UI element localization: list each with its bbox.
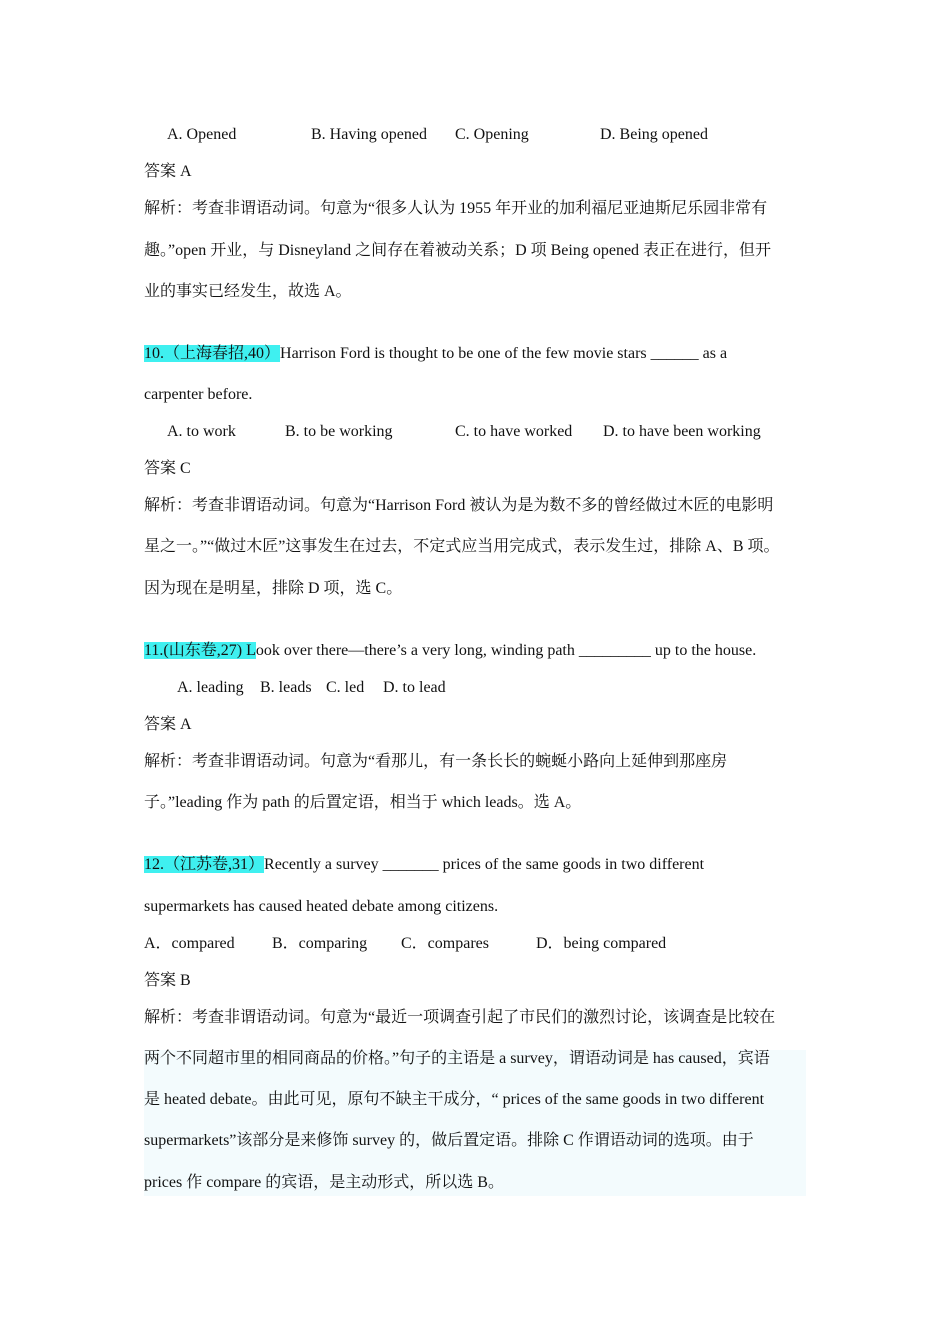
q11-option-b: B. leads bbox=[260, 679, 312, 696]
q12-option-c: C．compares bbox=[401, 935, 489, 952]
q10-answer: 答案 C bbox=[144, 460, 191, 477]
q10-option-d: D. to have been working bbox=[603, 423, 761, 440]
q9-analysis-line-2: 趣。”open 开业，与 Disneyland 之间存在着被动关系；D 项 Being opened 表正在进行，但开 bbox=[144, 242, 772, 259]
q12-analysis-line-4: supermarkets”该部分是来修饰 survey 的，做后置定语。排除 C 作谓语动词的选项。由于 bbox=[144, 1132, 754, 1149]
q11-option-c: C. led bbox=[326, 679, 365, 696]
q11-option-d: D. to lead bbox=[383, 679, 446, 696]
q12-stem-line-2: supermarkets has caused heated debate among citizens. bbox=[144, 898, 499, 915]
q9-analysis-line-3: 业的事实已经发生，故选 A。 bbox=[144, 283, 352, 300]
q9-option-d: D. Being opened bbox=[600, 126, 708, 143]
q10-option-b: B. to be working bbox=[285, 423, 393, 440]
q9-answer: 答案 A bbox=[144, 163, 192, 180]
q11-stem-text: ook over there—there’s a very long, winding path _________ up to the house. bbox=[255, 642, 757, 659]
q11-analysis-line-2: 子。”leading 作为 path 的后置定语，相当于 which leads。选 A。 bbox=[144, 794, 582, 811]
q10-tag: 10.（上海春招,40） bbox=[144, 345, 281, 362]
q12-analysis-line-3: 是 heated debate。由此可见，原句不缺主干成分，“ prices of the same goods in two different bbox=[144, 1091, 765, 1108]
q11-tag: 11.(山东卷,27) L bbox=[144, 642, 256, 659]
q12-tag: 12.（江苏卷,31） bbox=[144, 856, 265, 873]
q9-analysis-line-1: 解析：考查非谓语动词。句意为“很多人认为 1955 年开业的加利福尼亚迪斯尼乐园非常有 bbox=[144, 200, 768, 217]
q12-analysis-line-2: 两个不同超市里的相同商品的价格。”句子的主语是 a survey，谓语动词是 has caused，宾语 bbox=[144, 1050, 770, 1067]
q10-option-c: C. to have worked bbox=[455, 423, 573, 440]
q10-stem-text: Harrison Ford is thought to be one of the few movie stars ______ as a bbox=[280, 345, 728, 362]
q12-option-d: D．being compared bbox=[536, 935, 667, 952]
q12-answer: 答案 B bbox=[144, 972, 191, 989]
q12-stem bbox=[144, 854, 704, 876]
q10-analysis-line-3: 因为现在是明星，排除 D 项，选 C。 bbox=[144, 580, 403, 597]
q11-option-a: A. leading bbox=[177, 679, 244, 696]
q9-option-a: A. Opened bbox=[167, 126, 237, 143]
q12-option-a: A．compared bbox=[144, 935, 235, 952]
q11-analysis-line-1: 解析：考查非谓语动词。句意为“看那儿，有一条长长的蜿蜒小路向上延伸到那座房 bbox=[144, 753, 728, 770]
q10-stem-line-2: carpenter before. bbox=[144, 386, 253, 403]
q12-stem-text: Recently a survey _______ prices of the same goods in two different bbox=[264, 856, 705, 873]
q9-option-b: B. Having opened bbox=[311, 126, 427, 143]
q10-stem bbox=[144, 343, 727, 365]
q11-stem bbox=[144, 640, 756, 662]
q10-analysis-line-1: 解析：考查非谓语动词。句意为“Harrison Ford 被认为是为数不多的曾经做过木匠的电影明 bbox=[144, 497, 774, 514]
q10-option-a: A. to work bbox=[167, 423, 236, 440]
q9-option-c: C. Opening bbox=[455, 126, 529, 143]
q12-analysis-line-5: prices 作 compare 的宾语，是主动形式，所以选 B。 bbox=[144, 1174, 504, 1191]
q10-analysis-line-2: 星之一。”“做过木匠”这事发生在过去，不定式应当用完成式，表示发生过，排除 A、B 项。 bbox=[144, 538, 780, 555]
q12-option-b: B．comparing bbox=[272, 935, 368, 952]
q11-answer: 答案 A bbox=[144, 716, 192, 733]
q12-analysis-line-1: 解析：考查非谓语动词。句意为“最近一项调查引起了市民们的激烈讨论，该调查是比较在 bbox=[144, 1009, 776, 1026]
